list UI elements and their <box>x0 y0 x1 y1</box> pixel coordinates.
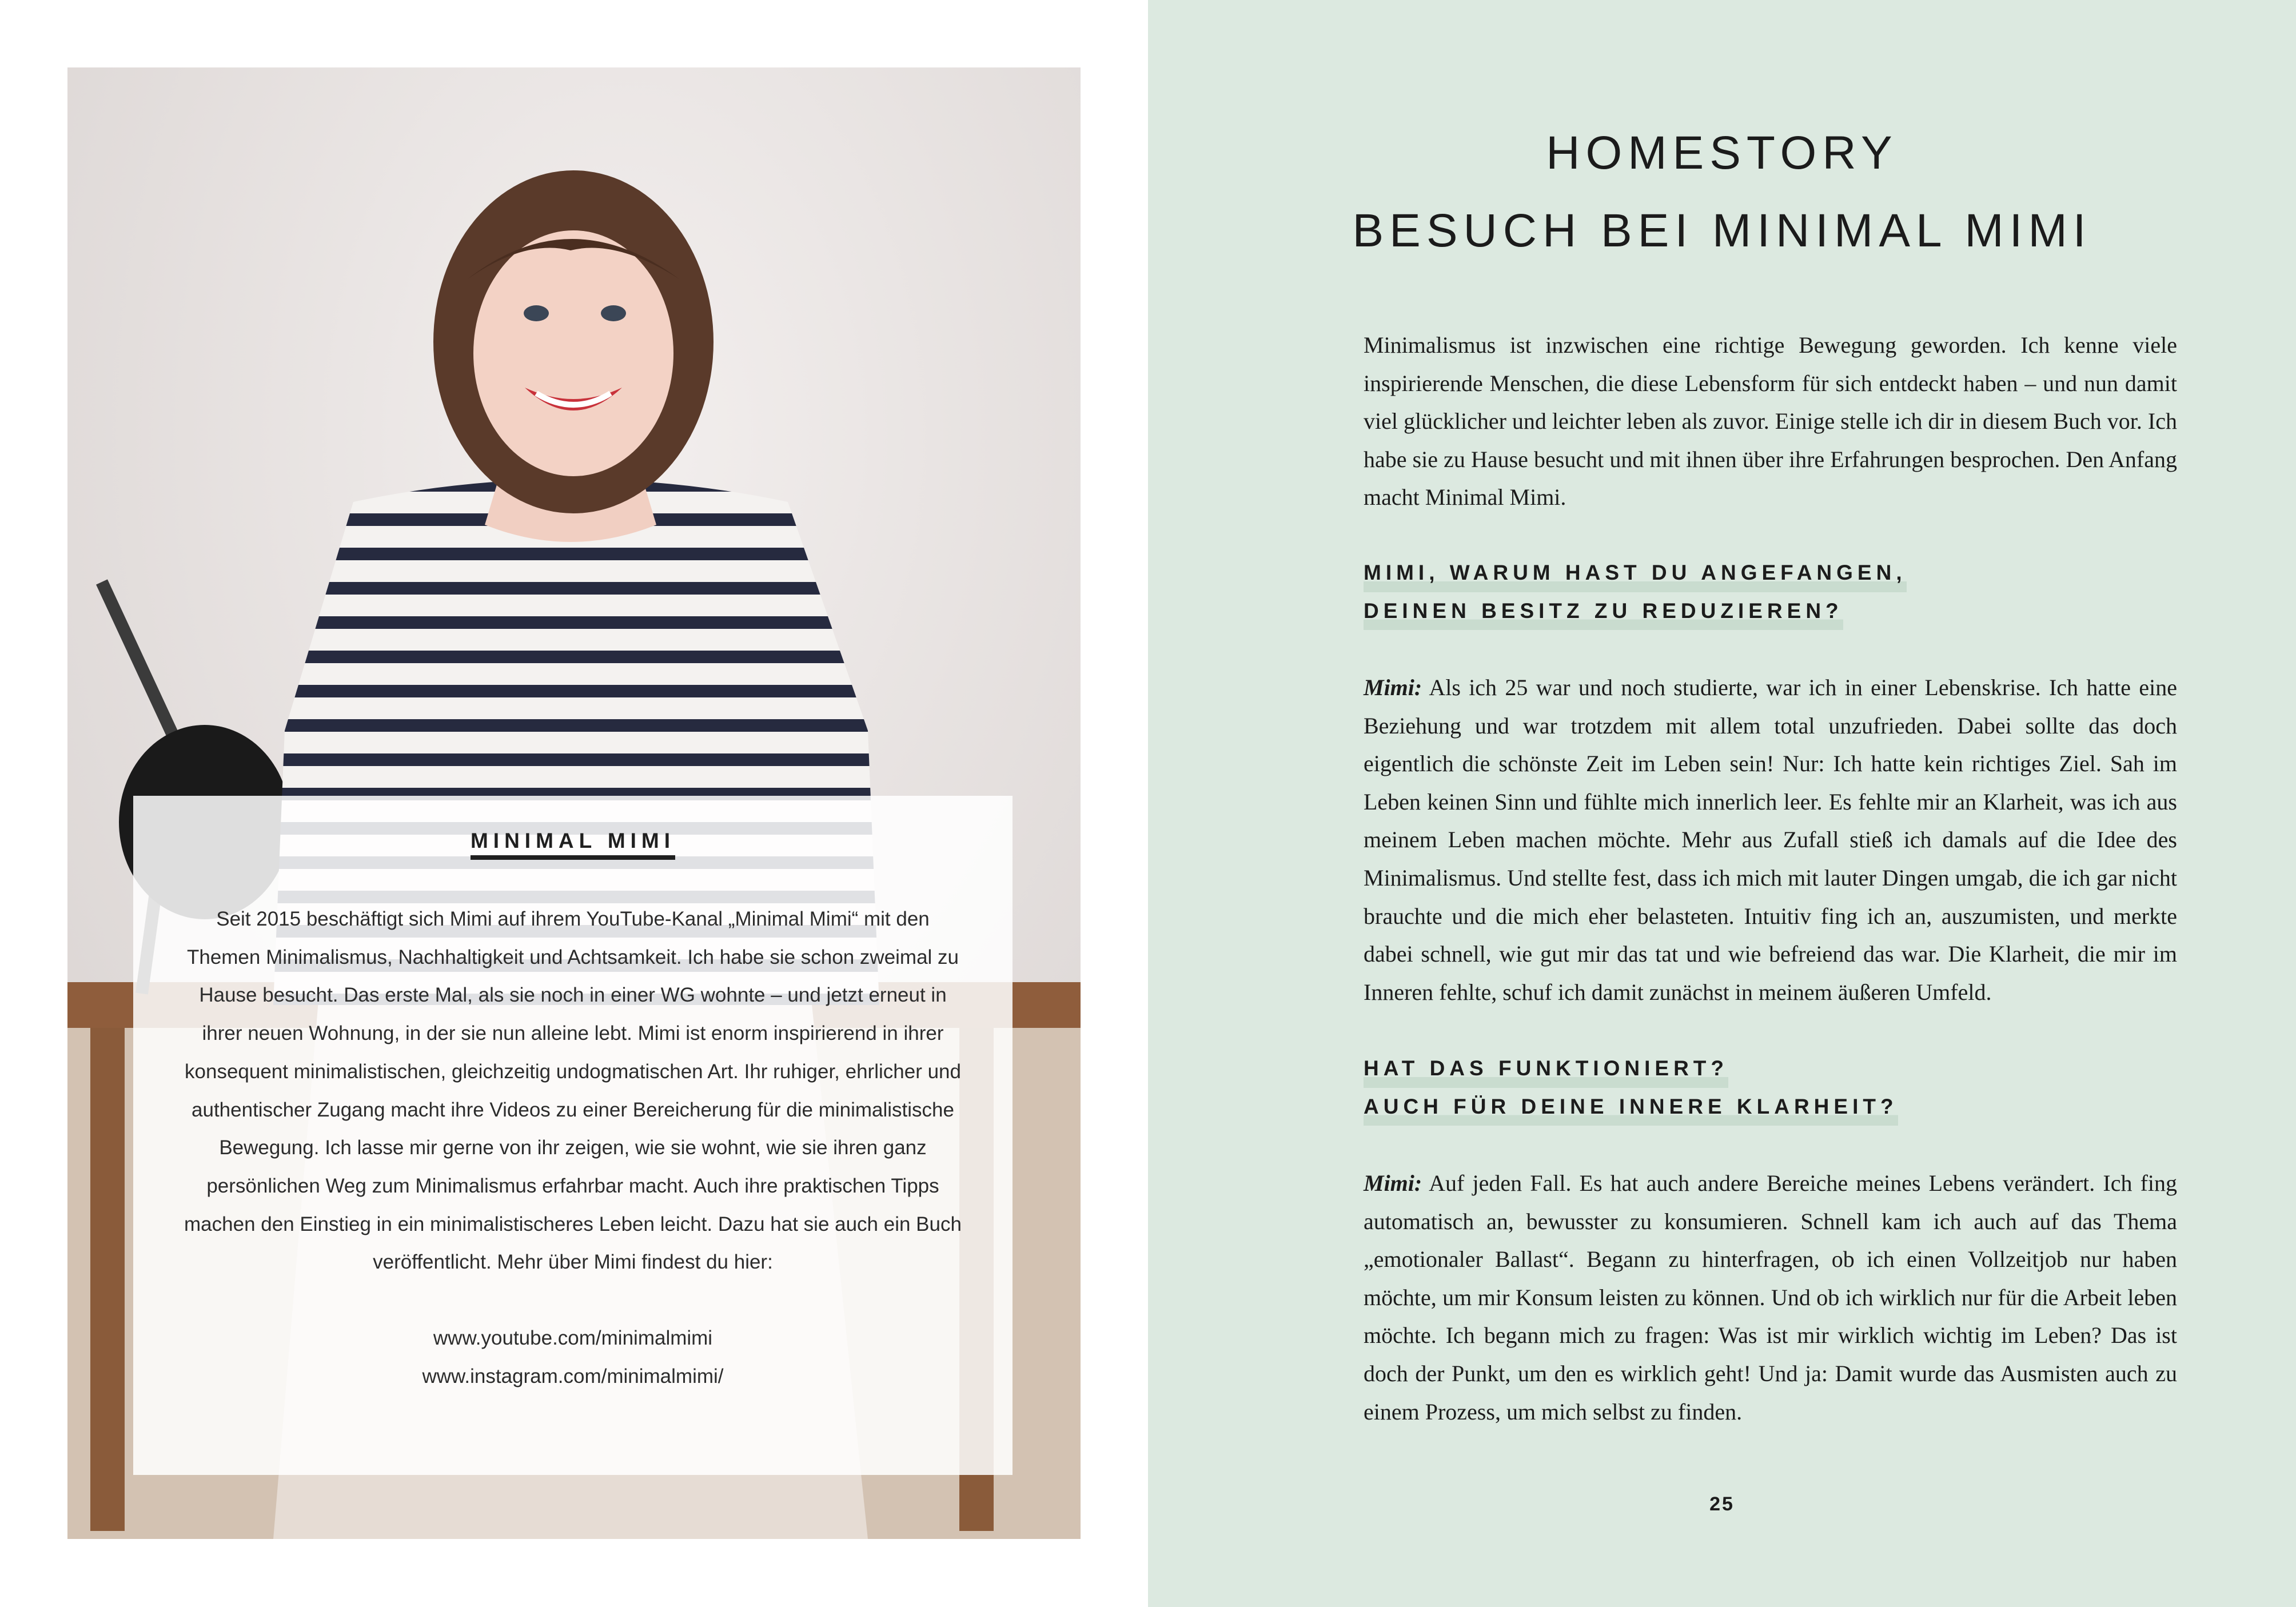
speaker-label: Mimi: <box>1364 675 1422 700</box>
question-1-line-1: MIMI, WARUM HAST DU ANGEFANGEN, <box>1364 554 1907 592</box>
question-1 <box>1364 554 2177 630</box>
info-box-title: MINIMAL MIMI <box>133 829 1013 860</box>
question-2 <box>1364 1050 2177 1126</box>
youtube-link[interactable]: www.youtube.com/minimalmimi <box>433 1327 713 1350</box>
answer-2-text: Auf jeden Fall. Es hat auch andere Bereiche meines Lebens verändert. Ich fing automatisch an, bewusster zu konsumieren. Schnell kam ich auch auf das Thema „emotionaler Ballast“. Begann zu hinterfragen, ob ich einen Vollzeitjob nur haben möchte, um mir Konsum leisten zu können. Und ob ich wirklich nur für die Arbeit leben möchte. Ich begann mich zu fragen: Was ist mir wirklich wichtig im Leben? Das ist doch der Punkt, um den es wirklich geht! Und ja: Damit wurde das Ausmisten auch zu einem Prozess, um mich selbst zu finden. <box>1364 1170 2177 1425</box>
headline-line-2: BESUCH BEI MINIMAL MIMI <box>1352 205 2092 257</box>
info-box-body <box>179 900 967 1395</box>
question-2-line-2: AUCH FÜR DEINE INNERE KLARHEIT? <box>1364 1088 1898 1126</box>
headline-line-1: HOMESTORY <box>1546 127 1898 179</box>
instagram-link[interactable]: www.instagram.com/minimalmimi/ <box>422 1365 724 1387</box>
question-1-line-2: DEINEN BESITZ ZU REDUZIEREN? <box>1364 592 1843 631</box>
info-box-description: Seit 2015 beschäftigt sich Mimi auf ihrem YouTube-Kanal „Minimal Mimi“ mit den Themen Minimalismus, Nachhaltigkeit und Achtsamkeit. Ich habe sie schon zweimal zu Hause besucht. Das erste Mal, als sie noch in einer WG wohnte – und jetzt erneut in ihrer neuen Wohnung, in der sie nun alleine lebt. Mimi ist enorm inspirierend in ihrer konsequent minimalistischen, gleichzeitig undogmatischen Art. Ihr ruhiger, ehrlicher und authentischer Zugang macht ihre Videos zu einer Bereicherung für die minimalistische Bewegung. Ich lasse mir gerne von ihr zeigen, wie sie wohnt, wie sie ihren ganz persönlichen Weg zum Minimalismus erfahrbar macht. Auch ihre praktischen Tipps machen den Einstieg in ein minimalistischeres Leben leicht. Dazu hat sie auch ein Buch veröffentlicht. Mehr über Mimi findest du hier: <box>184 908 962 1274</box>
article-headline <box>1148 114 2296 270</box>
info-box-links <box>179 1319 967 1395</box>
page-number: 25 <box>1709 1493 1735 1515</box>
intro-paragraph: Minimalismus ist inzwischen eine richtige Bewegung geworden. Ich kenne viele inspirierende Menschen, die diese Lebensform für sich entdeckt haben – und nun damit viel glücklicher und leichter leben als zuvor. Einige stelle ich dir in diesem Buch vor. Ich habe sie zu Hause besucht und mit ihnen über ihre Erfahrungen besprochen. Den Anfang macht Minimal Mimi. <box>1364 332 2177 511</box>
profile-info-box <box>133 796 1013 1475</box>
speaker-label: Mimi: <box>1364 1170 1422 1196</box>
question-2-line-1: HAT DAS FUNKTIONIERT? <box>1364 1050 1728 1088</box>
answer-1-text: Als ich 25 war und noch studierte, war ich in einer Lebenskrise. Ich hatte eine Beziehung und war trotzdem mit allem total unzufrieden. Dabei sollte das doch eigentlich die schönste Zeit im Leben sein! Nur: Ich hatte kein richtiges Ziel. Sah im Leben keinen Sinn und fühlte mich innerlich leer. Es fehlte mir an Klarheit, was ich aus meinem Leben machen möchte. Mehr aus Zufall stieß ich damals auf die Idee des Minimalismus. Und stellte fest, dass ich mich mit lauter Dingen umgab, die ich gar nicht brauchte und die mich eher belasteten. Intuitiv fing ich an, auszumisten, und merkte dabei schnell, wie gut mir das tat und wie befreiend das war. Die Klarheit, die mir im Inneren fehlte, schuf ich damit zunächst in meinem äußeren Umfeld. <box>1364 675 2177 1005</box>
right-page <box>1148 0 2296 1607</box>
answer-2 <box>1364 1165 2177 1431</box>
answer-1 <box>1364 669 2177 1011</box>
